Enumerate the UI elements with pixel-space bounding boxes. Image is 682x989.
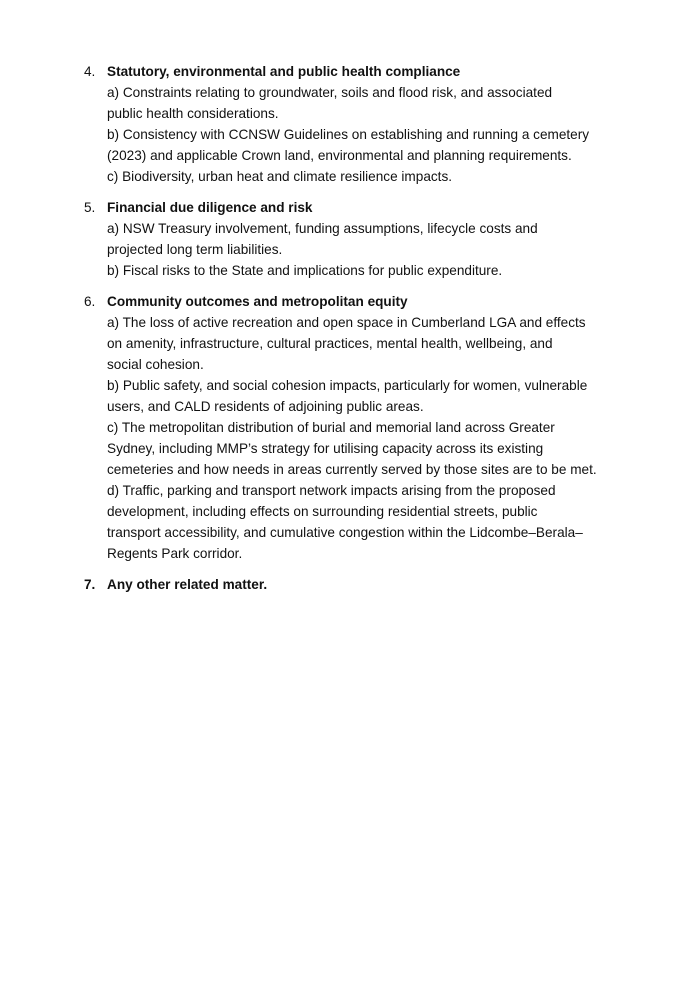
- list-item-7: [84, 574, 644, 595]
- list-item-4: [84, 61, 644, 187]
- list-item-5: [84, 197, 644, 281]
- item-line: projected long term liabilities.: [107, 242, 283, 257]
- item-heading: Financial due diligence and risk: [107, 200, 313, 215]
- item-line: users, and CALD residents of adjoining public areas.: [107, 399, 424, 414]
- item-line: cemeteries and how needs in areas currently served by those sites are to be met.: [107, 462, 597, 477]
- item-number: 6.: [84, 294, 96, 309]
- item-line: c) Biodiversity, urban heat and climate resilience impacts.: [107, 169, 453, 184]
- item-line: a) Constraints relating to groundwater, soils and flood risk, and associated: [107, 85, 553, 100]
- numbered-list: [84, 61, 644, 605]
- item-line: social cohesion.: [107, 357, 204, 372]
- item-heading: Any other related matter.: [107, 577, 268, 592]
- item-line: public health considerations.: [107, 106, 279, 121]
- item-line: d) Traffic, parking and transport network impacts arising from the proposed: [107, 483, 556, 498]
- item-number: 5.: [84, 200, 96, 215]
- item-line: Sydney, including MMP’s strategy for utilising capacity across its existing: [107, 441, 544, 456]
- item-line: a) NSW Treasury involvement, funding assumptions, lifecycle costs and: [107, 221, 538, 236]
- item-line: development, including effects on surrounding residential streets, public: [107, 504, 538, 519]
- item-number: 4.: [84, 64, 96, 79]
- item-number: 7.: [84, 577, 96, 592]
- item-line: transport accessibility, and cumulative congestion within the Lidcombe–Berala–: [107, 525, 583, 540]
- item-line: b) Consistency with CCNSW Guidelines on establishing and running a cemetery: [107, 127, 590, 142]
- item-line: a) The loss of active recreation and open space in Cumberland LGA and effects: [107, 315, 586, 330]
- item-line: b) Fiscal risks to the State and implications for public expenditure.: [107, 263, 503, 278]
- item-heading: Community outcomes and metropolitan equity: [107, 294, 408, 309]
- item-line: Regents Park corridor.: [107, 546, 243, 561]
- item-line: (2023) and applicable Crown land, environmental and planning requirements.: [107, 148, 572, 163]
- item-heading: Statutory, environmental and public health compliance: [107, 64, 461, 79]
- item-line: b) Public safety, and social cohesion impacts, particularly for women, vulnerable: [107, 378, 588, 393]
- list-item-6: [84, 291, 644, 564]
- item-line: on amenity, infrastructure, cultural practices, mental health, wellbeing, and: [107, 336, 553, 351]
- item-line: c) The metropolitan distribution of burial and memorial land across Greater: [107, 420, 555, 435]
